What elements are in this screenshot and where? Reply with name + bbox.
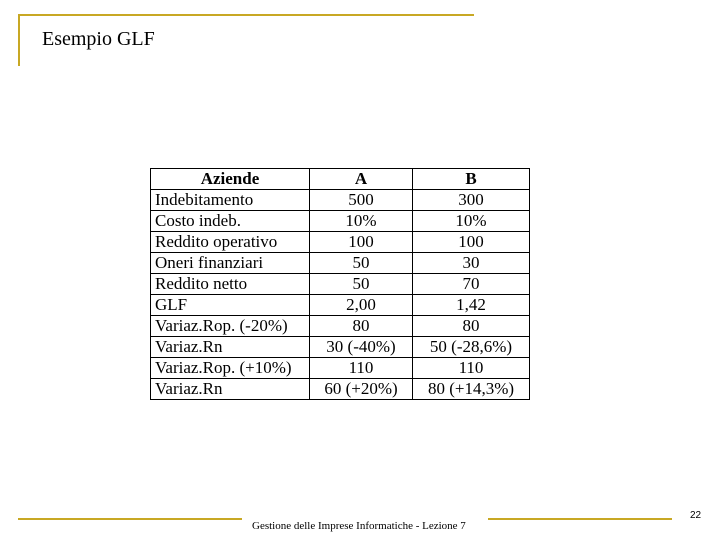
header-b: B xyxy=(413,169,530,190)
cell-a: 100 xyxy=(310,232,413,253)
header-a: A xyxy=(310,169,413,190)
slide-title: Esempio GLF xyxy=(42,28,155,50)
table-row xyxy=(151,211,530,232)
cell-b: 70 xyxy=(413,274,530,295)
cell-b: 10% xyxy=(413,211,530,232)
table-row xyxy=(151,232,530,253)
cell-a: 50 xyxy=(310,274,413,295)
row-label: Variaz.Rn xyxy=(151,379,310,400)
row-label: Oneri finanziari xyxy=(151,253,310,274)
row-label: Costo indeb. xyxy=(151,211,310,232)
cell-a: 110 xyxy=(310,358,413,379)
table-row xyxy=(151,295,530,316)
cell-a: 80 xyxy=(310,316,413,337)
row-label: Variaz.Rop. (+10%) xyxy=(151,358,310,379)
footer-text: Gestione delle Imprese Informatiche - Lezione 7 xyxy=(252,520,466,532)
row-label: Variaz.Rn xyxy=(151,337,310,358)
row-label: Indebitamento xyxy=(151,190,310,211)
cell-a: 30 (-40%) xyxy=(310,337,413,358)
row-label: Reddito operativo xyxy=(151,232,310,253)
table-row xyxy=(151,253,530,274)
cell-b: 50 (-28,6%) xyxy=(413,337,530,358)
cell-b: 80 xyxy=(413,316,530,337)
table-header-row xyxy=(151,169,530,190)
page-number: 22 xyxy=(690,510,702,521)
footer-rule-left xyxy=(18,518,242,520)
table-row xyxy=(151,316,530,337)
top-rule xyxy=(18,14,474,16)
glf-table xyxy=(150,168,530,400)
left-rule xyxy=(18,14,20,66)
table-row xyxy=(151,379,530,400)
row-label: Reddito netto xyxy=(151,274,310,295)
cell-b: 30 xyxy=(413,253,530,274)
cell-a: 500 xyxy=(310,190,413,211)
row-label: Variaz.Rop. (-20%) xyxy=(151,316,310,337)
table-row xyxy=(151,358,530,379)
cell-b: 300 xyxy=(413,190,530,211)
footer-rule-right xyxy=(488,518,672,520)
table-row xyxy=(151,337,530,358)
table-row xyxy=(151,190,530,211)
cell-a: 10% xyxy=(310,211,413,232)
header-aziende: Aziende xyxy=(151,169,310,190)
row-label: GLF xyxy=(151,295,310,316)
cell-a: 50 xyxy=(310,253,413,274)
cell-b: 80 (+14,3%) xyxy=(413,379,530,400)
cell-b: 1,42 xyxy=(413,295,530,316)
cell-b: 110 xyxy=(413,358,530,379)
cell-b: 100 xyxy=(413,232,530,253)
cell-a: 2,00 xyxy=(310,295,413,316)
table-row xyxy=(151,274,530,295)
cell-a: 60 (+20%) xyxy=(310,379,413,400)
